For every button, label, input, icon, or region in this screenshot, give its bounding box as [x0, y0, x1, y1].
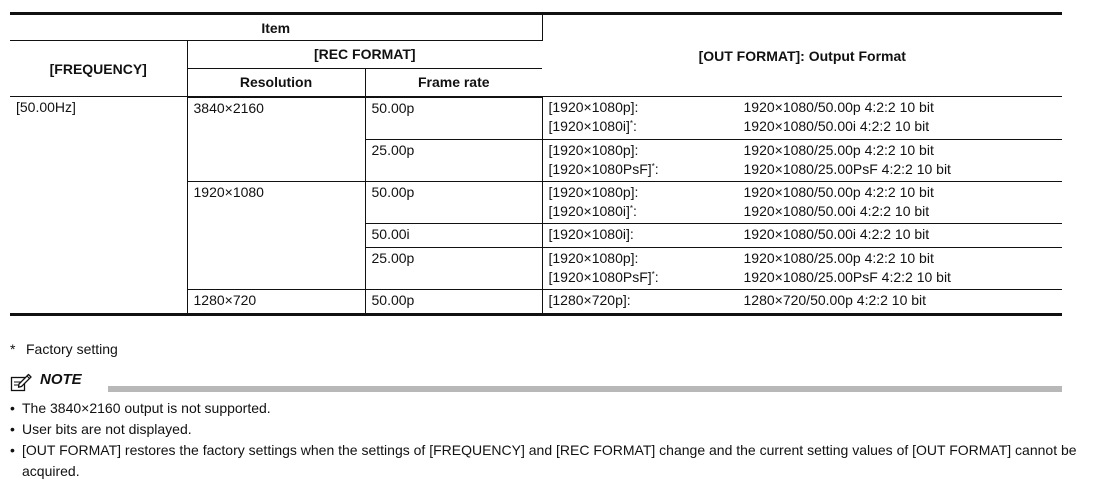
- resolution-cell: 1280×720: [187, 289, 365, 314]
- header-frame-rate: Frame rate: [365, 68, 542, 96]
- table-row: [10, 97, 1062, 140]
- header-resolution: Resolution: [187, 68, 365, 96]
- output-value: 1920×1080/25.00p 4:2:2 10 bit: [743, 141, 934, 158]
- output-value: 1920×1080/25.00PsF 4:2:2 10 bit: [743, 268, 951, 285]
- header-item: Item: [10, 14, 542, 41]
- output-label: [1920×1080p]:: [548, 249, 639, 266]
- output-label: [1920×1080i]:: [548, 225, 634, 242]
- output-label: [1920×1080PsF]*:: [548, 160, 659, 177]
- note-pencil-icon: [10, 372, 32, 392]
- output-line: [543, 160, 1063, 179]
- output-line: [543, 291, 1063, 310]
- frame-rate-cell: 50.00i: [365, 223, 542, 247]
- output-format-cell: [542, 289, 1062, 314]
- frame-rate-cell: 25.00p: [365, 139, 542, 181]
- output-line: [543, 268, 1063, 287]
- output-line: [543, 202, 1063, 221]
- output-label: [1920×1080PsF]*:: [548, 268, 659, 285]
- list-item: • The 3840×2160 output is not supported.: [10, 398, 1080, 419]
- output-value: 1920×1080/25.00p 4:2:2 10 bit: [743, 249, 934, 266]
- output-label: [1280×720p]:: [548, 291, 631, 308]
- factory-setting-mark: *: [651, 161, 655, 171]
- output-format-table: [10, 12, 1062, 316]
- output-value: 1920×1080/50.00i 4:2:2 10 bit: [743, 202, 930, 219]
- output-value: 1920×1080/50.00p 4:2:2 10 bit: [743, 99, 934, 115]
- header-frequency: [FREQUENCY]: [10, 41, 187, 97]
- output-line: [543, 249, 1063, 268]
- output-label: [1920×1080i]*:: [548, 118, 637, 134]
- header-out-format: [OUT FORMAT]: Output Format: [542, 14, 1062, 97]
- list-item: • User bits are not displayed.: [10, 419, 1080, 440]
- footnote-mark: *: [10, 341, 16, 357]
- list-item: • [OUT FORMAT] restores the factory settings when the settings of [FREQUENCY] and [REC FORMAT] change and the current setting values of [OUT FORMAT] cannot be acquired.: [10, 440, 1080, 482]
- footnote-text: Factory setting: [26, 341, 118, 357]
- resolution-cell: 3840×2160: [187, 97, 365, 182]
- output-value: 1920×1080/50.00p 4:2:2 10 bit: [743, 183, 934, 200]
- output-line: [543, 117, 1063, 136]
- factory-setting-mark: *: [629, 119, 633, 128]
- frame-rate-cell: 25.00p: [365, 247, 542, 289]
- output-format-cell: [542, 181, 1062, 223]
- note-divider: [108, 386, 1062, 392]
- output-label: [1920×1080p]:: [548, 141, 639, 158]
- footnote: [10, 341, 118, 357]
- output-line: [543, 183, 1063, 202]
- frequency-cell: [50.00Hz]: [10, 97, 187, 315]
- output-value: 1920×1080/25.00PsF 4:2:2 10 bit: [743, 160, 951, 177]
- output-value: 1920×1080/50.00i 4:2:2 10 bit: [743, 118, 930, 134]
- note-header: [10, 370, 1062, 392]
- output-label: [1920×1080i]*:: [548, 202, 637, 219]
- output-line: [543, 98, 1063, 117]
- frame-rate-cell: 50.00p: [365, 289, 542, 314]
- output-format-cell: [542, 223, 1062, 247]
- resolution-cell: 1920×1080: [187, 181, 365, 289]
- output-label: [1920×1080p]:: [548, 183, 639, 200]
- output-format-cell: [542, 97, 1062, 140]
- frame-rate-cell: 50.00p: [365, 181, 542, 223]
- output-format-cell: [542, 247, 1062, 289]
- header-rec-format: [REC FORMAT]: [187, 41, 542, 69]
- output-value: 1920×1080/50.00i 4:2:2 10 bit: [743, 225, 930, 242]
- output-format-cell: [542, 139, 1062, 181]
- output-value: 1280×720/50.00p 4:2:2 10 bit: [743, 291, 927, 308]
- frame-rate-cell: 50.00p: [365, 97, 542, 140]
- factory-setting-mark: *: [651, 269, 655, 279]
- output-line: [543, 225, 1063, 244]
- factory-setting-mark: *: [629, 203, 633, 213]
- output-line: [543, 141, 1063, 160]
- note-title: NOTE: [40, 371, 82, 388]
- output-label: [1920×1080p]:: [548, 99, 639, 115]
- note-list: [10, 398, 1080, 482]
